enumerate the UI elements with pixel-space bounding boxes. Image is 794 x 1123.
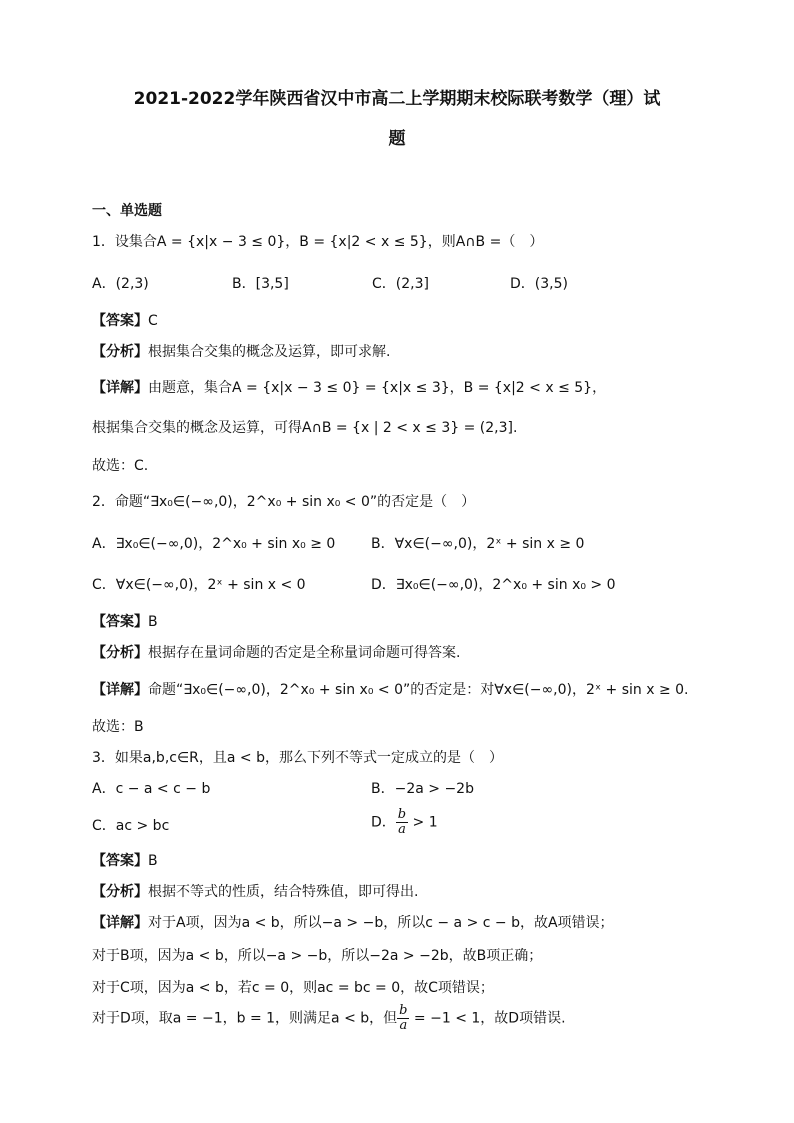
q2-option-a: A．∃x₀∈(−∞,0)，2^x₀ + sin x₀ ≥ 0 (92, 536, 336, 552)
detail-tag: 【详解】 (92, 380, 148, 396)
answer-value: C (148, 313, 158, 329)
q3-analysis (92, 882, 418, 902)
answer-tag: 【答案】 (92, 614, 148, 630)
detail-4-post: = −1 < 1，故D项错误. (409, 1010, 566, 1027)
q1-option-a: A．(2,3) (92, 276, 149, 292)
analysis-tag: 【分析】 (92, 344, 148, 360)
q3-option-c: C．ac > bc (92, 818, 170, 834)
q1-option-b: B．[3,5] (232, 276, 289, 292)
analysis-text: 根据存在量词命题的否定是全称量词命题可得答案. (148, 645, 461, 661)
q3-option-b: B．−2a > −2b (371, 781, 474, 797)
q1-option-d: D．(3,5) (510, 276, 568, 292)
option-d-fraction (396, 808, 408, 837)
q2-option-b: B．∀x∈(−∞,0)，2ˣ + sin x ≥ 0 (371, 536, 585, 552)
document-title-line2: 题 (388, 129, 406, 149)
analysis-tag: 【分析】 (92, 884, 148, 900)
q2-stem: 2．命题“∃x₀∈(−∞,0)，2^x₀ + sin x₀ < 0”的否定是（ ） (92, 494, 476, 510)
q1-analysis (92, 342, 390, 362)
answer-tag: 【答案】 (92, 853, 148, 869)
detail-4-fraction (397, 1004, 409, 1033)
q1-option-c: C．(2,3] (372, 276, 429, 292)
section-heading: 一、单选题 (92, 203, 162, 219)
q3-option-d (371, 808, 438, 837)
detail-text: 对于A项，因为a < b，所以−a > −b，所以c − a > c − b，故A项错误； (148, 915, 614, 931)
q3-detail-3: 对于C项，因为a < b，若c = 0，则ac = bc = 0，故C项错误； (92, 980, 494, 996)
detail-text: 由题意，集合A = {x|x − 3 ≤ 0} = {x|x ≤ 3}，B = {x|2 < x ≤ 5}， (148, 380, 607, 396)
q1-answer (92, 311, 158, 331)
answer-value: B (148, 853, 158, 869)
analysis-text: 根据不等式的性质，结合特殊值，即可得出. (148, 884, 419, 900)
analysis-tag: 【分析】 (92, 645, 148, 661)
q3-option-a: A．c − a < c − b (92, 781, 211, 797)
q3-answer (92, 851, 158, 871)
q1-conclusion: 故选：C. (92, 458, 149, 474)
q2-detail-1 (92, 680, 689, 700)
option-d-tail: > 1 (408, 814, 438, 831)
detail-tag: 【详解】 (92, 915, 148, 931)
q3-detail-4 (92, 1004, 566, 1033)
detail-4-pre: 对于D项，取a = −1，b = 1，则满足a < b，但 (92, 1010, 398, 1027)
q3-detail-1 (92, 913, 614, 933)
fraction-denominator: a (399, 1018, 408, 1033)
document-title-line1: 2021-2022学年陕西省汉中市高二上学期期末校际联考数学（理）试 (133, 89, 661, 109)
q1-detail-1 (92, 378, 606, 398)
q2-option-d: D．∃x₀∈(−∞,0)，2^x₀ + sin x₀ > 0 (371, 577, 616, 593)
fraction-numerator: b (397, 807, 407, 822)
q3-detail-2: 对于B项，因为a < b，所以−a > −b，所以−2a > −2b，故B项正确； (92, 948, 543, 964)
q2-answer (92, 612, 158, 632)
answer-tag: 【答案】 (92, 313, 148, 329)
q2-option-c: C．∀x∈(−∞,0)，2ˣ + sin x < 0 (92, 577, 306, 593)
answer-value: B (148, 614, 158, 630)
q1-detail-2: 根据集合交集的概念及运算，可得A∩B = {x | 2 < x ≤ 3} = (2,3]. (92, 420, 518, 436)
q3-stem: 3．如果a,b,c∈R，且a < b，那么下列不等式一定成立的是（ ） (92, 750, 503, 766)
detail-tag: 【详解】 (92, 682, 148, 698)
fraction-numerator: b (399, 1003, 408, 1018)
fraction-denominator: a (398, 822, 406, 837)
q1-stem: 1．设集合A = {x|x − 3 ≤ 0}，B = {x|2 < x ≤ 5}，则A∩B =（ ） (92, 234, 544, 250)
detail-text: 命题“∃x₀∈(−∞,0)，2^x₀ + sin x₀ < 0”的否定是：对∀x∈(−∞,0)，2ˣ + sin x ≥ 0. (148, 682, 689, 698)
option-d-label: D． (371, 814, 396, 831)
analysis-text: 根据集合交集的概念及运算，即可求解. (148, 344, 391, 360)
q2-conclusion: 故选：B (92, 719, 144, 735)
q2-analysis (92, 643, 460, 663)
